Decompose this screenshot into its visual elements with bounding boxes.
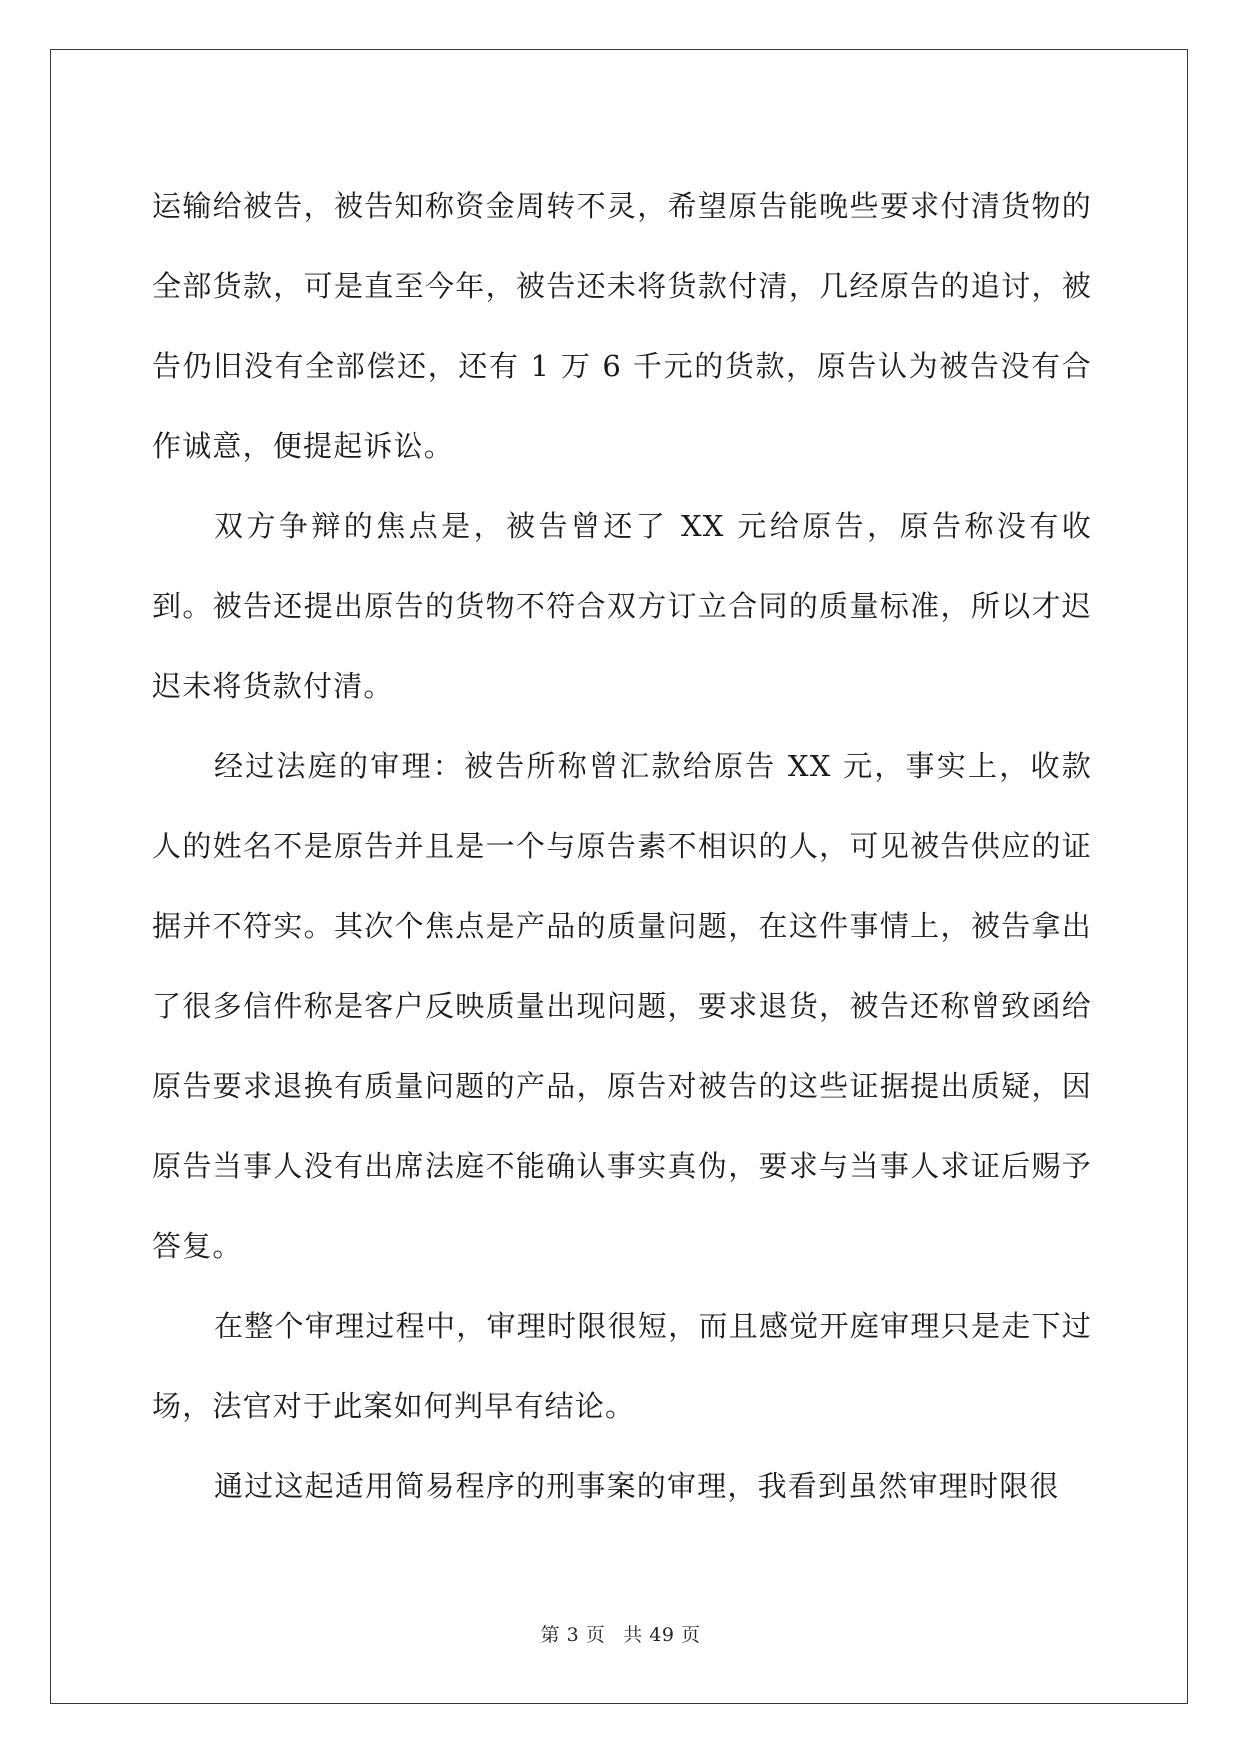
paragraph-continued: 运输给被告，被告知称资金周转不灵，希望原告能晚些要求付清货物的全部货款，可是直至今年，被告还未将货款付清，几经原告的追讨，被告仍旧没有全部偿还，还有 1 万 6 千元的货款，原告认为被告没有合作诚意，便提起诉讼。 (152, 189, 1092, 463)
document-body (152, 166, 1092, 1526)
paragraph: 通过这起适用简易程序的刑事案的审理，我看到虽然审理时限很 (214, 1469, 1060, 1503)
page-footer (0, 1620, 1241, 1647)
page-number: 第 3 页 (540, 1624, 606, 1646)
total-pages: 共 49 页 (623, 1624, 701, 1646)
paragraph: 经过法庭的审理：被告所称曾汇款给原告 XX 元，事实上，收款人的姓名不是原告并且是一个与原告素不相识的人，可见被告供应的证据并不符实。其次个焦点是产品的质量问题，在这件事情上，被告拿出了很多信件称是客户反映质量出现问题，要求退货，被告还称曾致函给原告要求退换有质量问题的产品，原告对被告的这些证据提出质疑，因原告当事人没有出席法庭不能确认事实真伪，要求与当事人求证后赐予答复。 (152, 749, 1092, 1263)
paragraph: 在整个审理过程中，审理时限很短，而且感觉开庭审理只是走下过场，法官对于此案如何判早有结论。 (152, 1309, 1092, 1423)
paragraph: 双方争辩的焦点是，被告曾还了 XX 元给原告，原告称没有收到。被告还提出原告的货物不符合双方订立合同的质量标准，所以才迟迟未将货款付清。 (152, 509, 1092, 703)
